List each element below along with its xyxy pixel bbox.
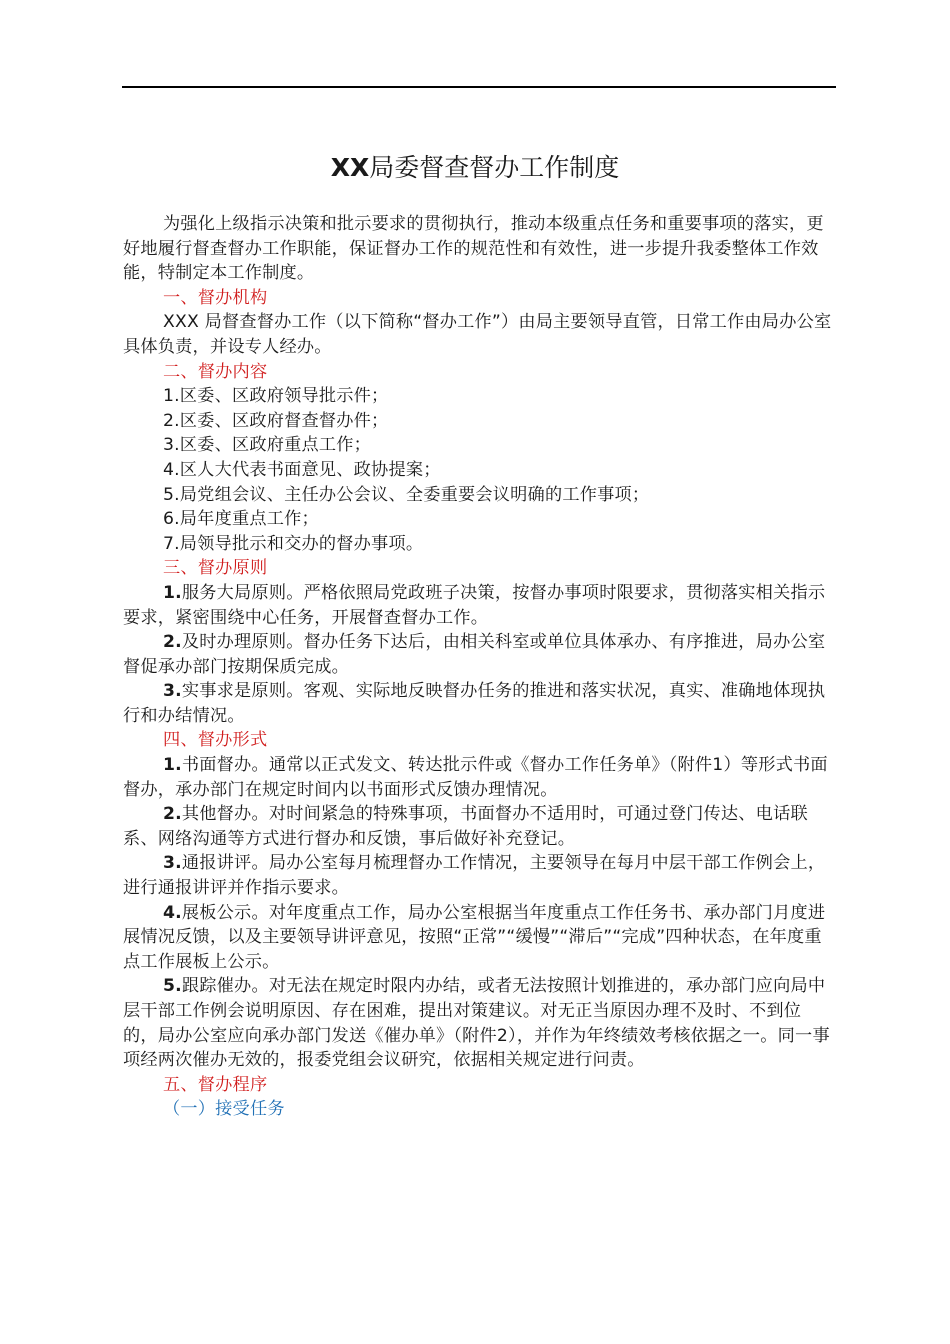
principle-item <box>123 581 835 630</box>
item-number: 2. <box>163 804 182 825</box>
document-body <box>123 212 835 1122</box>
item-text: 服务大局原则。严格依照局党政班子决策，按督办事项时限要求，贯彻落实相关指示要求，紧密围绕中心任务，开展督查督办工作。 <box>123 582 826 628</box>
item-text: 其他督办。对时间紧急的特殊事项，书面督办不适用时，可通过登门传达、电话联系、网络沟通等方式进行督办和反馈，事后做好补充登记。 <box>123 804 808 849</box>
item-number: 1. <box>163 755 182 776</box>
item-text: 及时办理原则。督办任务下达后，由相关科室或单位具体承办、有序推进，局办公室督促承办部门按期保质完成。 <box>123 632 826 677</box>
item-text: 通报讲评。局办公室每月梳理督办工作情况，主要领导在每月中层干部工作例会上，进行通报讲评并作指示要求。 <box>123 853 826 899</box>
item-text: 实事求是原则。客观、实际地反映督办任务的推进和落实状况，真实、准确地体现执行和办结情况。 <box>123 681 826 726</box>
title-main: 局委督查督办工作制度 <box>369 153 620 182</box>
content-item: 5.局党组会议、主任办公会议、全委重要会议明确的工作事项； <box>163 484 650 505</box>
intro-paragraph: 为强化上级指示决策和批示要求的贯彻执行，推动本级重点任务和重要事项的落实，更好地履行督查督办工作职能，保证督办工作的规范性和有效性，进一步提升我委整体工作效能，特制定本工作制度。 <box>123 214 824 284</box>
content-item: 3.区委、区政府重点工作； <box>163 435 372 456</box>
item-number: 3. <box>163 853 182 874</box>
item-number: 5. <box>163 976 182 997</box>
section-1-text: XXX 局督查督办工作（以下简称“督办工作”）由局主要领导直管，日常工作由局办公室具体负责，并设专人经办。 <box>123 312 832 357</box>
form-item <box>123 851 835 900</box>
header-rule <box>122 86 836 88</box>
document-title <box>0 150 950 186</box>
item-number: 3. <box>163 681 182 702</box>
content-item: 6.局年度重点工作； <box>163 509 319 530</box>
title-prefix: XX <box>330 153 370 182</box>
section-heading-1: 一、督办机构 <box>163 287 268 308</box>
subsection-heading: （一）接受任务 <box>163 1099 285 1120</box>
item-number: 4. <box>163 902 182 923</box>
content-item: 7.局领导批示和交办的督办事项。 <box>163 533 424 554</box>
content-item: 1.区委、区政府领导批示件； <box>163 386 389 407</box>
principle-item <box>123 630 835 679</box>
item-number: 1. <box>163 582 182 603</box>
item-number: 2. <box>163 632 182 653</box>
principle-item <box>123 679 835 728</box>
section-heading-2: 二、督办内容 <box>163 361 268 382</box>
form-item <box>123 974 835 1072</box>
item-text: 展板公示。对年度重点工作，局办公室根据当年度重点工作任务书、承办部门月度进展情况反馈，以及主要领导讲评意见，按照“正常”“缓慢”“滞后”“完成”四种状态，在年度重点工作展板上公示。 <box>123 902 826 972</box>
section-heading-5: 五、督办程序 <box>163 1074 268 1095</box>
content-item: 2.区委、区政府督查督办件； <box>163 410 389 431</box>
form-item <box>123 802 835 851</box>
form-item <box>123 901 835 975</box>
item-text: 跟踪催办。对无法在规定时限内办结，或者无法按照计划推进的，承办部门应向局中层干部工作例会说明原因、存在困难，提出对策建议。对无正当原因办理不及时、不到位的，局办公室应向承办部门发送《催办单》（附件2），并作为年终绩效考核依据之一。同一事项经两次催办无效的，报委党组会议研究，依据相关规定进行问责。 <box>123 976 830 1071</box>
content-item: 4.区人大代表书面意见、政协提案； <box>163 459 441 480</box>
form-item <box>123 753 835 802</box>
item-text: 书面督办。通常以正式发文、转达批示件或《督办工作任务单》（附件1）等形式书面督办，承办部门在规定时间内以书面形式反馈办理情况。 <box>123 755 828 800</box>
section-heading-4: 四、督办形式 <box>163 730 268 751</box>
section-heading-3: 三、督办原则 <box>163 558 268 579</box>
